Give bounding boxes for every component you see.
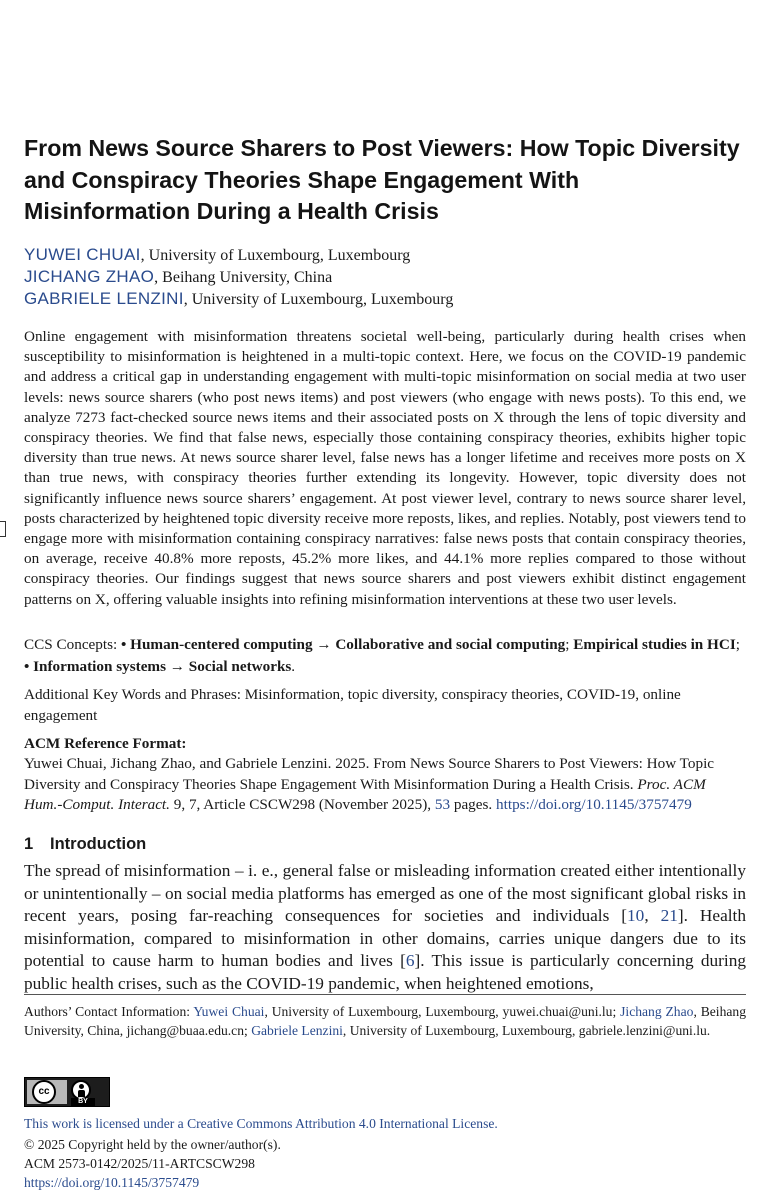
footnote-divider	[24, 994, 746, 995]
contact-author-link[interactable]: Gabriele Lenzini	[251, 1022, 343, 1038]
contact-label: Authors’ Contact Information:	[24, 1004, 194, 1019]
ccs-sep-1: ;	[565, 636, 574, 653]
ccs-concept-3: Social networks	[188, 658, 292, 675]
person-head	[79, 1084, 84, 1089]
acm-reference	[24, 734, 746, 816]
acm-code-line: ACM 2573-0142/2025/11-ARTCSCW298	[24, 1156, 255, 1171]
author-name[interactable]: YUWEI CHUAI	[24, 245, 141, 264]
acm-reference-pre: Yuwei Chuai, Jichang Zhao, and Gabriele Lenzini. 2025. From News Source Sharers to Post Viewers: How Topic Diversity and Conspiracy Theories Shape Engagement With Misinformation During a Health Crisis.	[24, 755, 715, 793]
acm-reference-text	[24, 754, 746, 816]
author-affiliation: , University of Luxembourg, Luxembourg	[183, 291, 454, 308]
author-name[interactable]: GABRIELE LENZINI	[24, 289, 184, 308]
intro-paragraph	[24, 860, 746, 996]
ccs-concept-1: Collaborative and social computing	[335, 636, 566, 653]
abstract: Online engagement with misinformation threatens societal well-being, particularly during health crises when susceptibility to misinformation is heightened in a multi-topic context. Here, we focus on the COVID-19 pandemic and address a critical gap in understanding engagement with multi-topic misinformation on social media at two user levels: news source sharers (who post news items) and post viewers (who engage with news posts). To this end, we analyze 7273 fact-checked source news items and their associated posts on X through the lens of topic diversity and conspiracy theories. We find that false news, especially those containing conspiracy theories, exhibits higher topic diversity than true news. At news source sharer level, false news has a longer lifetime and receives more posts on X than true news, with conspiracy theories further extending its longevity. However, topic diversity does not significantly influence news source sharers’ engagement. At post viewer level, contrary to news source sharer level, posts characterized by heightened topic diversity receive more reposts, likes, and replies. Notably, post viewers tend to engage more with misinformation containing conspiracy narratives: false news posts that contain conspiracy theories, on average, receive 40.8% more reposts, 45.2% more likes, and 44.1% more replies compared to those without conspiracy theories. Our findings suggest that news source sharers and post viewers exhibit distinct engagement patterns on X, offering valuable insights into refining misinformation interventions at these two user levels.	[24, 328, 746, 608]
ccs-arrow-1: →	[312, 636, 336, 653]
paper-title: From News Source Sharers to Post Viewers: How Topic Diversity and Conspiracy Theories Shape Engagement With Misinformation During a Health Crisis	[24, 135, 740, 224]
acm-reference-mid: 9, 7, Article CSCW298 (November 2025),	[169, 796, 435, 813]
cc-icon: cc	[32, 1080, 56, 1104]
margin-mark	[0, 521, 6, 537]
ccs-bullet-1: • Human-centered computing	[121, 636, 313, 653]
contact-author-info: , University of Luxembourg, Luxembourg, yuwei.chuai@uni.lu;	[264, 1004, 621, 1019]
author-entry	[24, 288, 746, 310]
contact-author-info: , Beihang University, China, jichang@buaa.edu.cn;	[24, 1004, 746, 1038]
contact-author-info: , University of Luxembourg, Luxembourg, gabriele.lenzini@uni.lu.	[342, 1022, 711, 1038]
by-label: BY	[71, 1098, 95, 1106]
cc-by-license-icon[interactable]	[24, 1077, 110, 1107]
citation-link[interactable]: 21	[660, 906, 678, 926]
author-affiliation: , University of Luxembourg, Luxembourg	[140, 247, 411, 264]
section-title: Introduction	[50, 835, 147, 853]
intro-text-2: ]. Health misinformation, compared to misinformation in other domains, carries unique dangers due to its potential to cause harm to human bodies and lives [	[24, 906, 746, 971]
footer-doi-link[interactable]: https://doi.org/10.1145/3757479	[24, 1175, 200, 1190]
ccs-concept-2: Empirical studies in HCI	[573, 636, 736, 653]
doi-link[interactable]: https://doi.org/10.1145/3757479	[496, 796, 692, 813]
ccs-end: .	[291, 658, 296, 675]
section-heading	[24, 832, 146, 856]
author-affiliation: , Beihang University, China	[154, 269, 333, 286]
ccs-label: CCS Concepts:	[24, 636, 122, 653]
copyright-block	[24, 1135, 746, 1192]
page-count-link[interactable]: 53	[434, 796, 451, 813]
citation-link[interactable]: 10	[627, 906, 645, 926]
license-link-line	[24, 1114, 746, 1133]
person-body	[78, 1090, 85, 1097]
author-entry	[24, 266, 746, 288]
contact-author-link[interactable]: Jichang Zhao	[620, 1004, 694, 1019]
author-list	[24, 244, 746, 310]
citation-separator: ,	[644, 906, 661, 926]
intro-text-1: The spread of misinformation – i. e., general false or misleading information created either intentionally or unintentionally – on social media platforms has emerged as one of the most significant global risks in recent years, posing far-reaching consequences for societies and individuals [	[24, 861, 746, 926]
citation-link[interactable]: 6	[405, 951, 415, 971]
license-link[interactable]: This work is licensed under a Creative Commons Attribution 4.0 International License.	[24, 1116, 498, 1131]
cc-badge-left	[27, 1080, 67, 1104]
author-name[interactable]: JICHANG ZHAO	[24, 267, 155, 286]
intro-text-3: ]. This issue is particularly concerning during public health crises, such as the COVID-19 pandemic, when heightened emotions,	[24, 951, 746, 993]
ccs-bullet-2: • Information systems	[24, 658, 166, 675]
section-number: 1	[24, 835, 34, 853]
contact-author-link[interactable]: Yuwei Chuai	[193, 1004, 265, 1019]
copyright-line: © 2025 Copyright held by the owner/author(s).	[24, 1137, 281, 1152]
author-contact-info	[24, 1003, 746, 1041]
ccs-sep-2: ;	[735, 636, 740, 653]
ccs-concepts	[24, 634, 746, 678]
author-entry	[24, 244, 746, 266]
journal-name: Proc. ACM Hum.-Comput. Interact.	[24, 775, 706, 813]
keywords: Additional Key Words and Phrases: Misinformation, topic diversity, conspiracy theories, COVID-19, online engagement	[24, 686, 681, 724]
attribution-person-icon	[71, 1080, 91, 1100]
acm-reference-pages-text: pages.	[450, 796, 497, 813]
ccs-arrow-2: →	[166, 658, 189, 675]
acm-reference-heading: ACM Reference Format:	[24, 735, 187, 752]
